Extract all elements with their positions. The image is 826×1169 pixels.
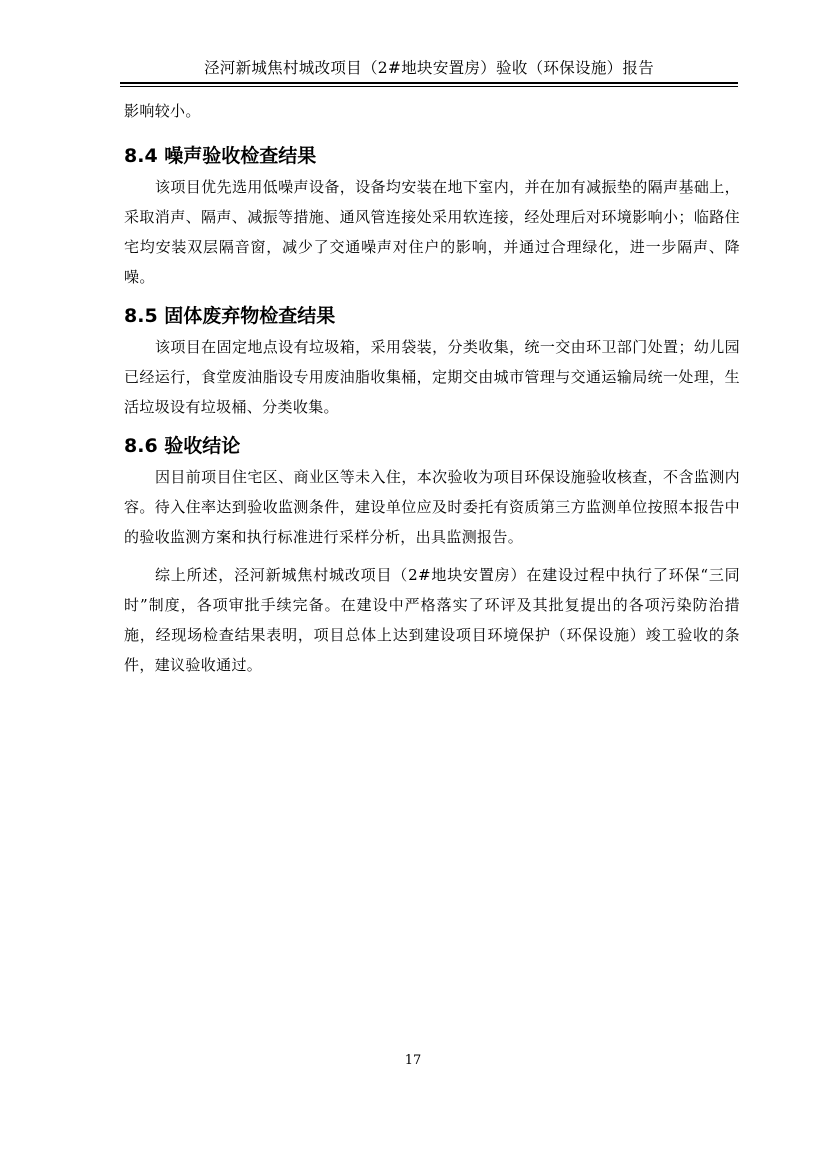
page-number: 17 (404, 1053, 422, 1068)
running-header: 泾河新城焦村城改项目（2#地块安置房）验收（环保设施）报告 (203, 59, 655, 77)
section-8-6-paragraph-1: 因目前项目住宅区、商业区等未入住，本次验收为项目环保设施验收核查，不含监测内容。待入住率达到验收监测条件，建设单位应及时委托有资质第三方监测单位按照本报告中的验收监测方案和执行标准进行采样分析，出具监测报告。 (124, 468, 740, 546)
section-8-5-paragraph: 该项目在固定地点设有垃圾箱，采用袋装，分类收集，统一交由环卫部门处置；幼儿园已经运行，食堂废油脂设专用废油脂收集桶，定期交由城市管理与交通运输局统一处理，生活垃圾设有垃圾桶、分类收集。 (124, 338, 740, 416)
continued-paragraph: 影响较小。 (124, 102, 201, 120)
page-body (124, 96, 740, 680)
header-rule-thin (120, 86, 738, 87)
section-heading-8-5: 8.5 固体废弃物检查结果 (124, 305, 336, 327)
section-heading-8-6: 8.6 验收结论 (124, 435, 241, 457)
section-8-6-paragraph-2: 综上所述，泾河新城焦村城改项目（2#地块安置房）在建设过程中执行了环保“三同时”制度，各项审批手续完备。在建设中严格落实了环评及其批复提出的各项污染防治措施，经现场检查结果表明，项目总体上达到建设项目环境保护（环保设施）竣工验收的条件，建议验收通过。 (124, 566, 740, 674)
header-rule-thick (120, 82, 738, 84)
section-heading-8-4: 8.4 噪声验收检查结果 (124, 145, 317, 167)
section-8-4-paragraph: 该项目优先选用低噪声设备，设备均安装在地下室内，并在加有减振垫的隔声基础上，采取消声、隔声、减振等措施、通风管连接处采用软连接，经处理后对环境影响小；临路住宅均安装双层隔音窗，减少了交通噪声对住户的影响，并通过合理绿化，进一步隔声、降噪。 (124, 178, 740, 286)
